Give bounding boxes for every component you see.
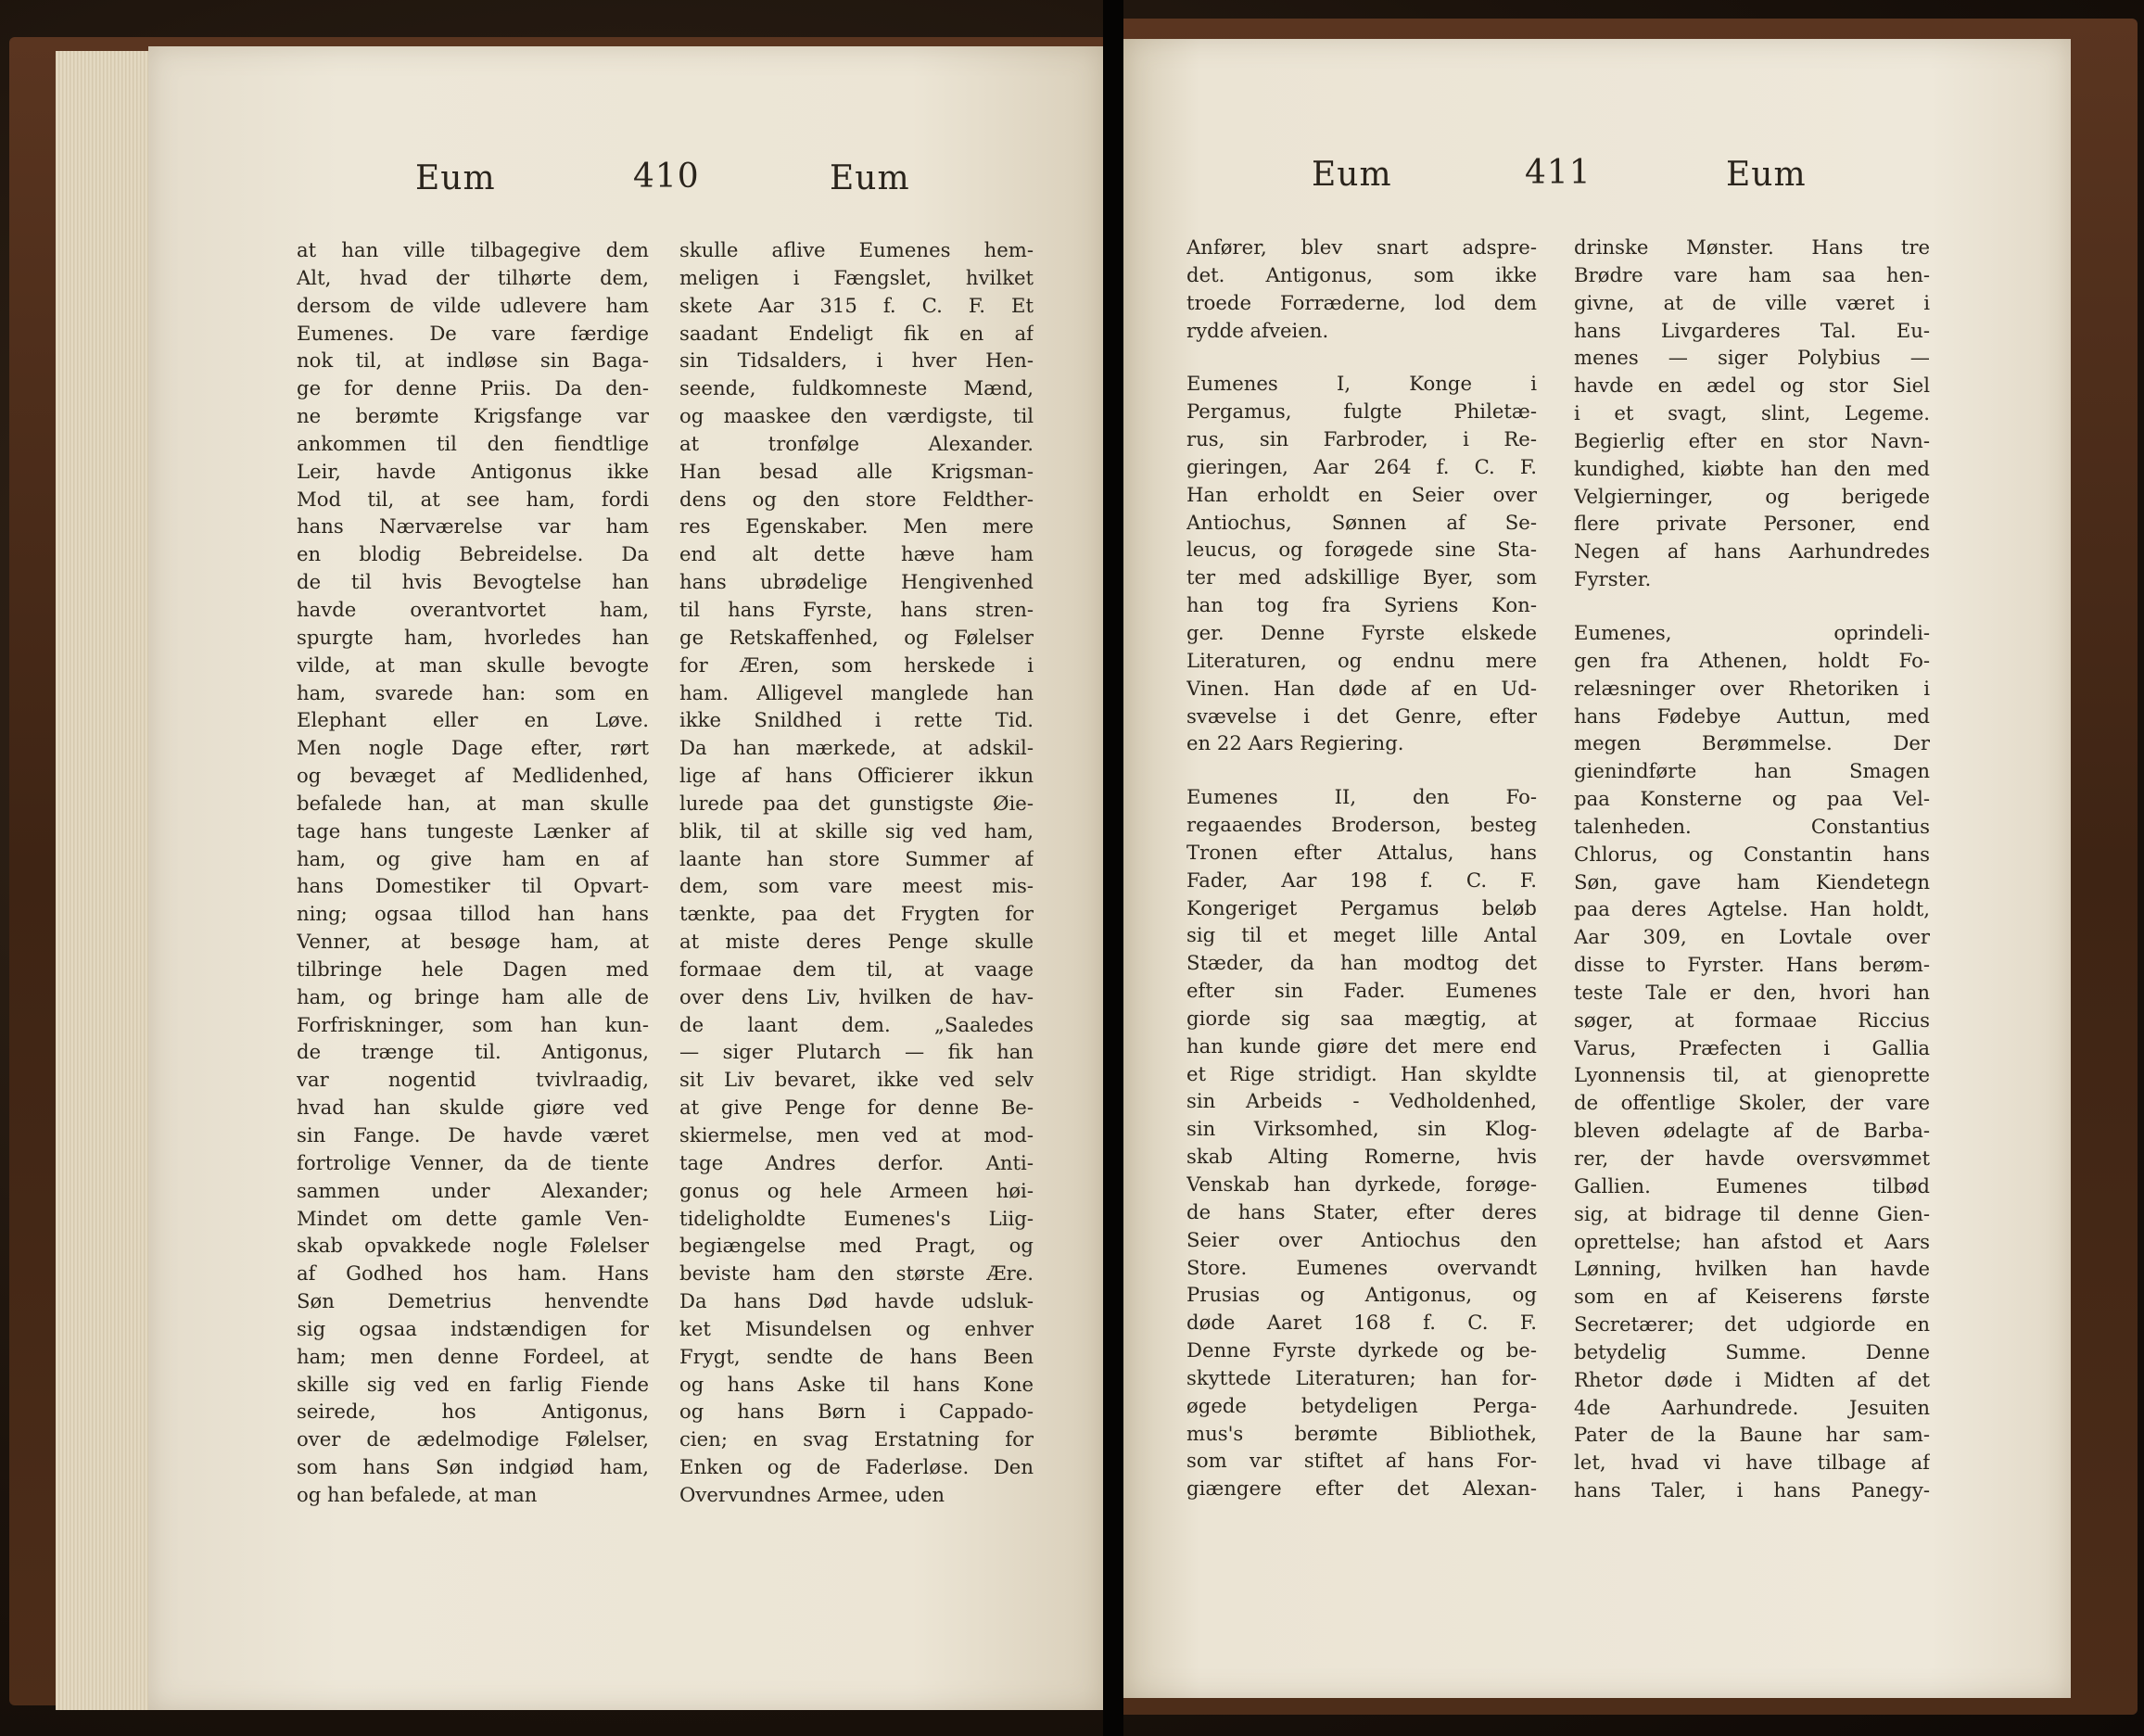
text-line: skab opvakkede nogle Følelser [297,1234,649,1258]
text-line: de offentlige Skoler, der vare [1574,1091,1930,1115]
text-line: Overvundnes Armee, uden [679,1482,945,1506]
text-line: ket Misundelsen og enhver [679,1316,1034,1340]
paragraph-gap [1186,344,1537,370]
paragraph-gap [1574,593,1930,619]
text-line: seende, fuldkomneste Mænd, [679,376,1034,400]
paragraph-gap [1186,757,1537,783]
text-line: og hans Børn i Cappado- [679,1400,1034,1424]
text-line: Men nogle Dage efter, rørt [297,736,649,760]
text-line: gonus og hele Armeen høi- [679,1178,1034,1202]
text-line: Han besad alle Krigsman- [679,459,1034,483]
text-line: at tronfølge Alexander. [679,431,1034,455]
text-line: Fyrster. [1574,567,1652,591]
text-line: det. Antigonus, som ikke [1186,262,1537,286]
text-line: over dens Liv, hvilken de hav- [679,984,1034,1008]
text-line: let, hvad vi have tilbage af [1574,1451,1930,1475]
text-line: paa deres Agtelse. Han holdt, [1574,897,1930,921]
text-line: i et svagt, slint, Legeme. [1574,401,1930,425]
text-line: Prusias og Antigonus, og [1186,1283,1537,1307]
text-line: sig til et meget lille Antal [1186,923,1537,947]
text-line: de trænge til. Antigonus, [297,1040,649,1064]
text-line: paa Konsterne og paa Vel- [1574,787,1930,811]
text-line: de hans Stater, efter deres [1186,1199,1537,1223]
text-line: vilde, at man skulle bevogte [297,653,649,677]
text-line: skille sig ved en farlig Fiende [297,1372,649,1396]
text-line: flere private Personer, end [1574,512,1930,536]
text-line: spurgte ham, hvorledes han [297,625,649,649]
text-line: Vinen. Han døde af en Ud- [1186,676,1537,700]
text-line: hvad han skulde giøre ved [297,1096,649,1120]
text-line: at han ville tilbagegive dem [297,238,649,261]
text-line: Negen af hans Aarhundredes [1574,539,1930,564]
text-line: hans Fødebye Auttun, med [1574,703,1930,728]
text-line: Søn, gave ham Kiendetegn [1574,869,1930,893]
book-gutter [1103,0,1123,1736]
text-line: meligen i Fængslet, hvilket [679,265,1034,289]
text-line: hans Livgarderes Tal. Eu- [1574,318,1930,342]
text-line: regaaendes Broderson, besteg [1186,813,1537,837]
text-line: tideligholdte Eumenes's Liig- [679,1206,1034,1230]
text-line: tage hans tungeste Lænker af [297,818,649,843]
text-line: ge for denne Priis. Da den- [297,376,649,400]
text-line: at miste deres Penge skulle [679,930,1034,954]
text-line: Secretærer; det udgiorde en [1574,1312,1930,1337]
text-line: lige af hans Officierer ikkun [679,764,1034,788]
text-line: saadant Endeligt fik en af [679,321,1034,345]
text-line: Leir, havde Antigonus ikke [297,459,649,483]
text-line: oprettelse; han afstod et Aars [1574,1229,1930,1253]
text-line: en 22 Aars Regiering. [1186,731,1404,755]
text-line: lurede paa det gunstigste Øie- [679,791,1034,815]
text-line: og han befalede, at man [297,1482,538,1506]
text-line: skete Aar 315 f. C. F. Et [679,293,1034,317]
text-line: 4de Aarhundrede. Jesuiten [1574,1395,1930,1419]
text-line: Stæder, da han modtog det [1186,951,1537,975]
text-line: — siger Plutarch — fik han [679,1040,1034,1064]
text-line: sit Liv bevaret, ikke ved selv [679,1068,1034,1092]
text-line: givne, at de ville været i [1574,290,1930,314]
text-line: formaae dem til, at vaage [679,957,1034,981]
text-line: kundighed, kiøbte han den med [1574,456,1930,480]
text-line: skyttede Literaturen; han for- [1186,1365,1537,1389]
text-line: Enken og de Faderløse. Den [679,1455,1034,1479]
text-line: Fader, Aar 198 f. C. F. [1186,868,1537,892]
text-line: for Æren, som herskede i [679,653,1034,677]
text-line: Chlorus, og Constantin hans [1574,842,1930,866]
text-line: Lønning, hvilken han havde [1574,1257,1930,1281]
text-line: en blodig Bebreidelse. Da [297,542,649,566]
text-line: Begierlig efter en stor Navn- [1574,428,1930,452]
text-line: Aar 309, en Lovtale over [1574,925,1930,949]
text-line: ter med adskillige Byer, som [1186,565,1537,589]
text-line: sin Tidsalders, i hver Hen- [679,348,1034,373]
right-header-word-right: Eum [1726,156,1807,194]
text-line: cien; en svag Erstatning for [679,1427,1034,1451]
text-line: Eumenes. De vare færdige [297,321,649,345]
text-line: Gallien. Eumenes tilbød [1574,1173,1930,1197]
text-line: Anfører, blev snart adspre- [1186,235,1537,259]
text-line: end alt dette hæve ham [679,542,1034,566]
text-line: gieringen, Aar 264 f. C. F. [1186,454,1537,478]
text-line: ham; men denne Fordeel, at [297,1344,649,1368]
text-line: ham, og bringe ham alle de [297,984,649,1008]
text-line: Venner, at besøge ham, at [297,930,649,954]
text-line: ge Retskaffenhed, og Følelser [679,625,1034,649]
text-line: øgede betydeligen Perga- [1186,1393,1537,1417]
text-line: et Rige stridigt. Han skyldte [1186,1061,1537,1085]
text-line: begiængelse med Pragt, og [679,1234,1034,1258]
text-line: giorde sig saa mægtig, at [1186,1006,1537,1030]
text-line: havde en ædel og stor Siel [1574,374,1930,398]
text-line: sammen under Alexander; [297,1178,649,1202]
text-line: Eumenes I, Konge i [1186,372,1537,396]
text-line: Velgierninger, og berigede [1574,484,1930,508]
text-line: Denne Fyrste dyrkede og be- [1186,1338,1537,1362]
text-column-3 [1186,234,1537,1502]
text-line: gen fra Athenen, holdt Fo- [1574,648,1930,672]
text-line: menes — siger Polybius — [1574,346,1930,370]
text-line: som en af Keiserens første [1574,1285,1930,1309]
text-line: Pater de la Baune har sam- [1574,1423,1930,1447]
text-line: nok til, at indløse sin Baga- [297,348,649,373]
text-line: dem, som vare meest mis- [679,874,1034,898]
text-line: til hans Fyrste, hans stren- [679,597,1034,621]
text-line: beviste ham den største Ære. [679,1261,1034,1286]
text-line: at give Penge for denne Be- [679,1096,1034,1120]
text-line: Antiochus, Sønnen af Se- [1186,510,1537,534]
text-line: sin Fange. De havde været [297,1123,649,1147]
right-header-word-left: Eum [1312,156,1392,194]
text-line: tænkte, paa det Frygten for [679,902,1034,926]
text-line: Kongeriget Pergamus beløb [1186,895,1537,919]
right-page-number: 411 [1525,154,1592,192]
text-line: Literaturen, og endnu mere [1186,648,1537,672]
text-line: Store. Eumenes overvandt [1186,1255,1537,1279]
text-line: ham. Alligevel manglede han [679,680,1034,704]
text-line: og maaskee den værdigste, til [679,404,1034,428]
text-column-4 [1574,234,1930,1504]
text-line: leucus, og forøgede sine Sta- [1186,538,1537,562]
text-line: var nogentid tvivlraadig, [297,1068,649,1092]
text-line: gienindførte han Smagen [1574,759,1930,783]
text-line: efter sin Fader. Eumenes [1186,979,1537,1003]
text-line: Varus, Præfecten i Gallia [1574,1035,1930,1059]
left-page-number: 410 [633,158,700,196]
text-line: ham, og give ham en af [297,846,649,870]
text-line: megen Berømmelse. Der [1574,731,1930,755]
text-line: rydde afveien. [1186,318,1329,342]
text-line: hans Taler, i hans Panegy- [1574,1478,1930,1502]
text-column-1 [297,236,649,1509]
text-line: de til hvis Bevogtelse han [297,570,649,594]
text-line: mus's berømte Bibliothek, [1186,1421,1537,1445]
left-header-word-right: Eum [830,159,910,197]
text-line: dens og den store Feldther- [679,487,1034,511]
text-line: teste Tale er den, hvori han [1574,980,1930,1004]
text-line: Forfriskninger, som han kun- [297,1012,649,1036]
text-line: fortrolige Venner, da de tiente [297,1150,649,1174]
text-line: ger. Denne Fyrste elskede [1186,620,1537,644]
text-line: havde overantvortet ham, [297,597,649,621]
text-line: Eumenes II, den Fo- [1186,785,1537,809]
text-line: Da han mærkede, at adskil- [679,736,1034,760]
text-line: Mod til, at see ham, fordi [297,487,649,511]
text-line: sin Virksomhed, sin Klog- [1186,1117,1537,1141]
text-line: Alt, hvad der tilhørte dem, [297,265,649,289]
text-line: betydelig Summe. Denne [1574,1339,1930,1363]
text-line: ham, svarede han: som en [297,680,649,704]
text-line: seirede, hos Antigonus, [297,1400,649,1424]
text-line: og bevæget af Medlidenhed, [297,764,649,788]
text-line: han kunde giøre det mere end [1186,1033,1537,1058]
text-line: af Godhed hos ham. Hans [297,1261,649,1286]
text-line: Han erholdt en Seier over [1186,482,1537,506]
text-line: skab Alting Romerne, hvis [1186,1145,1537,1169]
text-line: befalede han, at man skulle [297,791,649,815]
text-column-2 [679,236,1034,1509]
text-line: Tronen efter Attalus, hans [1186,840,1537,864]
text-line: Elephant eller en Løve. [297,708,649,732]
text-line: res Egenskaber. Men mere [679,514,1034,539]
text-line: ikke Snildhed i rette Tid. [679,708,1034,732]
text-line: Venskab han dyrkede, forøge- [1186,1172,1537,1196]
text-line: og hans Aske til hans Kone [679,1372,1034,1396]
text-line: Eumenes, oprindeli- [1574,620,1930,644]
text-line: ankommen til den fiendtlige [297,431,649,455]
text-line: talenheden. Constantius [1574,814,1930,838]
text-line: skiermelse, men ved at mod- [679,1123,1034,1147]
text-line: skulle aflive Eumenes hem- [679,238,1034,261]
text-line: sin Arbeids - Vedholdenhed, [1186,1089,1537,1113]
text-line: Pergamus, fulgte Philetæ- [1186,399,1537,424]
text-line: dersom de vilde udlevere ham [297,293,649,317]
text-line: Frygt, sendte de hans Been [679,1344,1034,1368]
text-line: som var stiftet af hans For- [1186,1449,1537,1473]
text-line: ning; ogsaa tillod han hans [297,902,649,926]
text-line: rer, der havde oversvømmet [1574,1147,1930,1170]
text-line: drinske Mønster. Hans tre [1574,235,1930,259]
text-line: døde Aaret 168 f. C. F. [1186,1311,1537,1335]
text-line: tage Andres derfor. Anti- [679,1150,1034,1174]
text-line: over de ædelmodige Følelser, [297,1427,649,1451]
text-line: disse to Fyrster. Hans berøm- [1574,953,1930,977]
text-line: Da hans Død havde udsluk- [679,1289,1034,1313]
text-line: tilbringe hele Dagen med [297,957,649,981]
text-line: relæsninger over Rhetoriken i [1574,676,1930,700]
text-line: Seier over Antiochus den [1186,1227,1537,1251]
text-line: Lyonnensis til, at gienoprette [1574,1063,1930,1087]
page-edges [56,51,158,1710]
text-line: Søn Demetrius henvendte [297,1289,649,1313]
text-line: de laant dem. „Saaledes [679,1012,1034,1036]
text-line: sig ogsaa indstændigen for [297,1316,649,1340]
text-line: hans ubrødelige Hengivenhed [679,570,1034,594]
text-line: giængere efter det Alexan- [1186,1476,1537,1501]
text-line: Mindet om dette gamle Ven- [297,1206,649,1230]
text-line: bleven ødelagte af de Barba- [1574,1119,1930,1143]
text-line: svævelse i det Genre, efter [1186,703,1537,728]
text-line: rus, sin Farbroder, i Re- [1186,427,1537,451]
text-line: ne berømte Krigsfange var [297,404,649,428]
left-header-word-left: Eum [415,159,496,197]
text-line: laante han store Summer af [679,846,1034,870]
text-line: søger, at formaae Riccius [1574,1007,1930,1032]
text-line: hans Domestiker til Opvart- [297,874,649,898]
text-line: han tog fra Syriens Kon- [1186,593,1537,617]
text-line: troede Forræderne, lod dem [1186,290,1537,314]
text-line: sig, at bidrage til denne Gien- [1574,1201,1930,1225]
text-line: blik, til at skille sig ved ham, [679,818,1034,843]
text-line: hans Nærværelse var ham [297,514,649,539]
text-line: Rhetor døde i Midten af det [1574,1367,1930,1391]
text-line: som hans Søn indgiød ham, [297,1455,649,1479]
text-line: Brødre vare ham saa hen- [1574,262,1930,286]
